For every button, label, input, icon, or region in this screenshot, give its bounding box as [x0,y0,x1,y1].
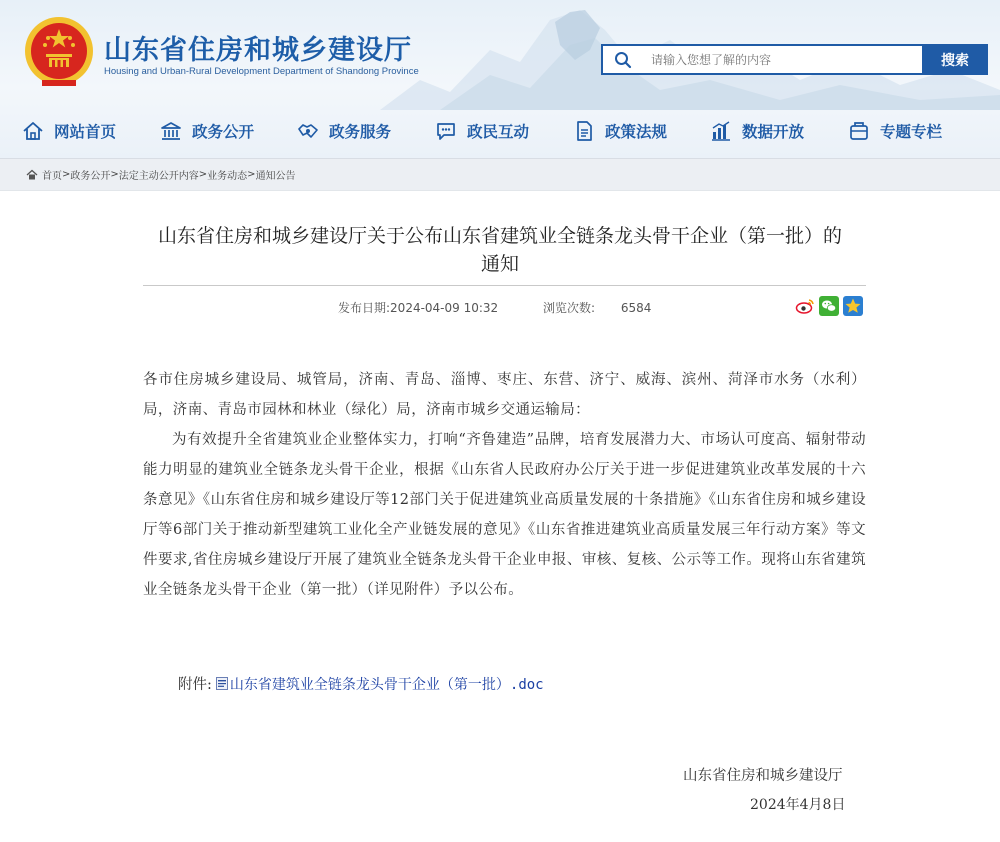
breadcrumb-separator: > [62,169,71,180]
government-building-icon [160,120,182,142]
nav-item-topics[interactable] [848,112,942,150]
article-body [143,365,866,605]
publish-date-meta [338,299,498,316]
nav-label: 数据开放 [742,123,805,141]
breadcrumb-separator: > [198,169,208,180]
nav-label: 政务公开 [192,123,255,141]
signature-organization: 山东省住房和城乡建设厅 [683,768,843,784]
nav-item-policy[interactable] [573,112,667,150]
bar-chart-icon [710,120,732,142]
breadcrumb-business-updates[interactable]: 业务动态 [207,171,248,182]
view-count-label: 浏览次数: [543,301,596,315]
breadcrumb-separator: > [247,169,256,180]
document-icon [573,120,595,142]
main-paragraph: 为有效提升全省建筑业企业整体实力，打响“齐鲁建造”品牌，培育发展潜力大、市场认可度高、辐射带动能力明显的建筑业全链条龙头骨干企业，根据《山东省人民政府办公厅关于进一步促进建筑业改革发展的十六条意见》《山东省住房和城乡建设厅等12部门关于促进建筑业高质量发展的十条措施》《山东省住房和城乡建设厅等6部门关于推动新型建筑工业化全产业链发展的意见》《山东省推进建筑业高质量发展三年行动方案》等文件要求,省住房城乡建设厅开展了建筑业全链条龙头骨干企业申报、审核、复核、公示等工作。现将山东省建筑业全链条龙头骨干企业（第一批）（详见附件）予以公布。 [143,432,866,598]
breadcrumb-home-icon [26,169,38,180]
doc-file-icon [216,677,228,690]
article-title-line1: 山东省住房和城乡建设厅关于公布山东省建筑业全链条龙头骨干企业（第一批）的 [157,225,842,247]
search-box [601,44,988,75]
qzone-share-icon[interactable] [843,296,863,316]
breadcrumb-statutory-disclosure[interactable]: 法定主动公开内容 [118,171,199,182]
main-nav [0,112,1000,152]
search-icon [603,46,643,73]
attachment-link[interactable]: 山东省建筑业全链条龙头骨干企业（第一批）.doc [229,676,544,693]
search-input[interactable] [643,46,923,73]
nav-item-open-data[interactable] [710,112,804,150]
article-title [130,222,870,278]
nav-item-interaction[interactable] [435,112,529,150]
nav-item-gov-services[interactable] [297,112,391,150]
breadcrumb-home[interactable]: 首页 [42,171,62,182]
recipients-paragraph: 各市住房城乡建设局、城管局，济南、青岛、淄博、枣庄、东营、济宁、威海、滨州、菏泽市水务（水利）局，济南、青岛市园林和林业（绿化）局，济南市城乡交通运输局： [143,372,866,418]
nav-label: 政民互动 [467,123,530,141]
title-divider [143,285,866,286]
nav-label: 网站首页 [54,123,117,141]
nav-label: 政务服务 [329,123,392,141]
chat-icon [435,120,457,142]
search-button[interactable]: 搜索 [922,44,988,75]
site-header [0,0,1000,158]
topic-folder-icon [848,120,870,142]
nav-item-gov-affairs[interactable] [160,112,254,150]
weibo-share-icon[interactable] [795,296,815,316]
breadcrumb-notices[interactable]: 通知公告 [255,171,296,182]
attachment-label: 附件: [178,677,212,693]
nav-label: 政策法规 [605,123,668,141]
signature-date: 2024年4月8日 [750,797,846,813]
site-subtitle: Housing and Urban-Rural Development Department of Shandong Province [104,66,419,77]
view-count-meta [543,299,651,316]
nav-item-home[interactable] [22,112,116,150]
publish-date-label: 发布日期: [338,301,391,315]
wechat-share-icon[interactable] [819,296,839,316]
attachment-row [178,673,544,694]
breadcrumb [0,158,1000,191]
breadcrumb-gov-affairs[interactable]: 政务公开 [70,171,111,182]
national-emblem-icon [22,14,96,90]
share-buttons [795,296,863,316]
site-title: 山东省住房和城乡建设厅 [104,35,412,66]
breadcrumb-separator: > [110,169,119,180]
nav-label: 专题专栏 [880,123,943,141]
article-title-line2: 通知 [480,253,519,275]
handshake-icon [297,120,319,142]
publish-date-value: 2024-04-09 10:32 [390,301,499,315]
view-count-value: 6584 [620,301,652,315]
home-icon [22,120,44,142]
